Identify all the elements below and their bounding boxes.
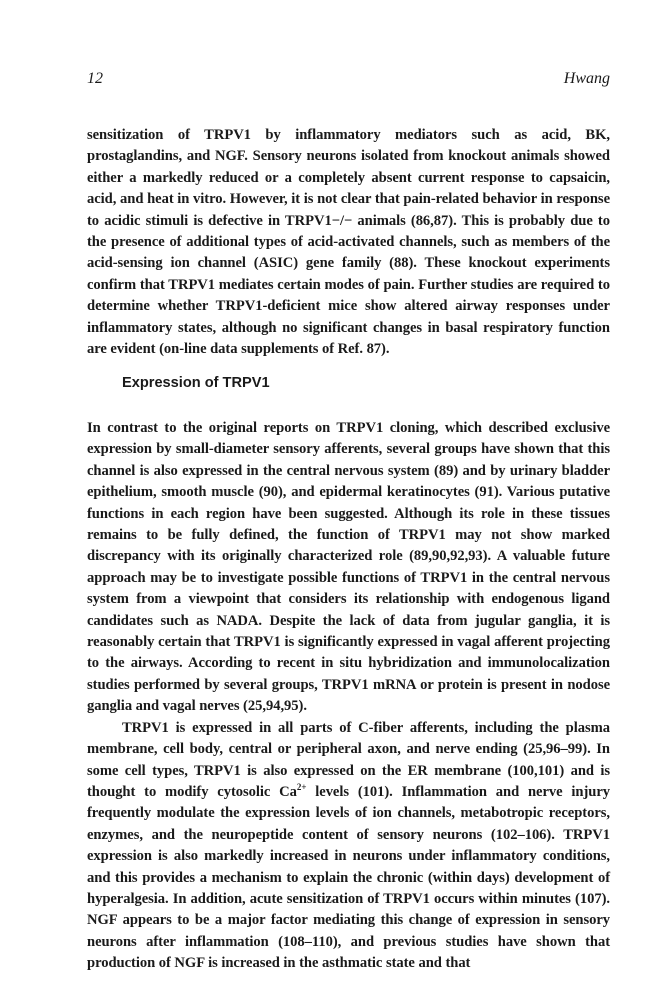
- paragraph-2-text-end: levels (101). Inflammation and nerve injury frequently modulate the expression levels of ion channels, metabotropic receptors, enzymes, and the neuropeptide content of sensory neurons (102–106). TRPV1 expression is also markedly increased in neurons under inflammatory conditions, and this provides a mechanism to explain the chronic (within days) development of hyperalgesia. In addition, acute sensitization of TRPV1 occurs within minutes (107). NGF appears to be a major factor mediating this change of expression in sensory neurons after inflammation (108–110), and previous studies have shown that production of NGF is increased in the asthmatic state and that: [87, 783, 610, 972]
- continuation-paragraph: sensitization of TRPV1 by inflammatory mediators such as acid, BK, prostaglandins, and NGF. Sensory neurons isolated from knockout animals showed either a markedly reduced or a completely absent current response to capsaicin, acid, and heat in vitro. However, it is not clear that pain-related behavior in response to acidic stimuli is defective in TRPV1−/− animals (86,87). This is probably due to the presence of additional types of acid-activated channels, such as members of the acid-sensing ion channel (ASIC) gene family (88). These knockout experiments confirm that TRPV1 mediates certain modes of pain. Further studies are required to determine whether TRPV1-deficient mice show altered airway responses under inflammatory states, although no significant changes in basal respiratory function are evident (on-line data supplements of Ref. 87).: [87, 127, 610, 358]
- page-number: 12: [87, 70, 103, 87]
- section-paragraph-1: In contrast to the original reports on TRPV1 cloning, which described exclusive expression by small-diameter sensory afferents, several groups have shown that this channel is also expressed in the central nervous system (89) and by urinary bladder epithelium, smooth muscle (90), and epidermal keratinocytes (91). Various putative functions in each region have been suggested. Although its role in these tissues remains to be fully defined, the function of TRPV1 may not show marked discrepancy with its originally characterized role (89,90,92,93). A valuable future approach may be to investigate possible functions of TRPV1 in the central nervous system from a viewpoint that considers its relationship with endogenous ligand candidates such as NADA. Despite the lack of data from jugular ganglia, it is reasonably certain that TRPV1 is significantly expressed in vagal afferent projecting to the airways. According to recent in situ hybridization and immunolocalization studies performed by several groups, TRPV1 mRNA or protein is present in nodose ganglia and vagal nerves (25,94,95).: [87, 420, 610, 715]
- section-heading: Expression of TRPV1: [122, 375, 270, 391]
- calcium-charge-superscript: 2+: [296, 781, 307, 792]
- running-head: [87, 68, 610, 90]
- paragraph-2-text-start: TRPV1 is expressed in all parts of C-fiber afferents, including the plasma membrane, cell body, central or peripheral axon, and nerve ending (25,96–99). In some cell types, TRPV1 is also expressed on the ER membrane (100,101) and is thought to modify cytosolic Ca: [87, 719, 610, 800]
- section-body: [87, 418, 610, 975]
- continuation-text-block: [87, 125, 610, 360]
- running-head-author: Hwang: [563, 70, 610, 87]
- section-paragraph-2: [87, 718, 610, 975]
